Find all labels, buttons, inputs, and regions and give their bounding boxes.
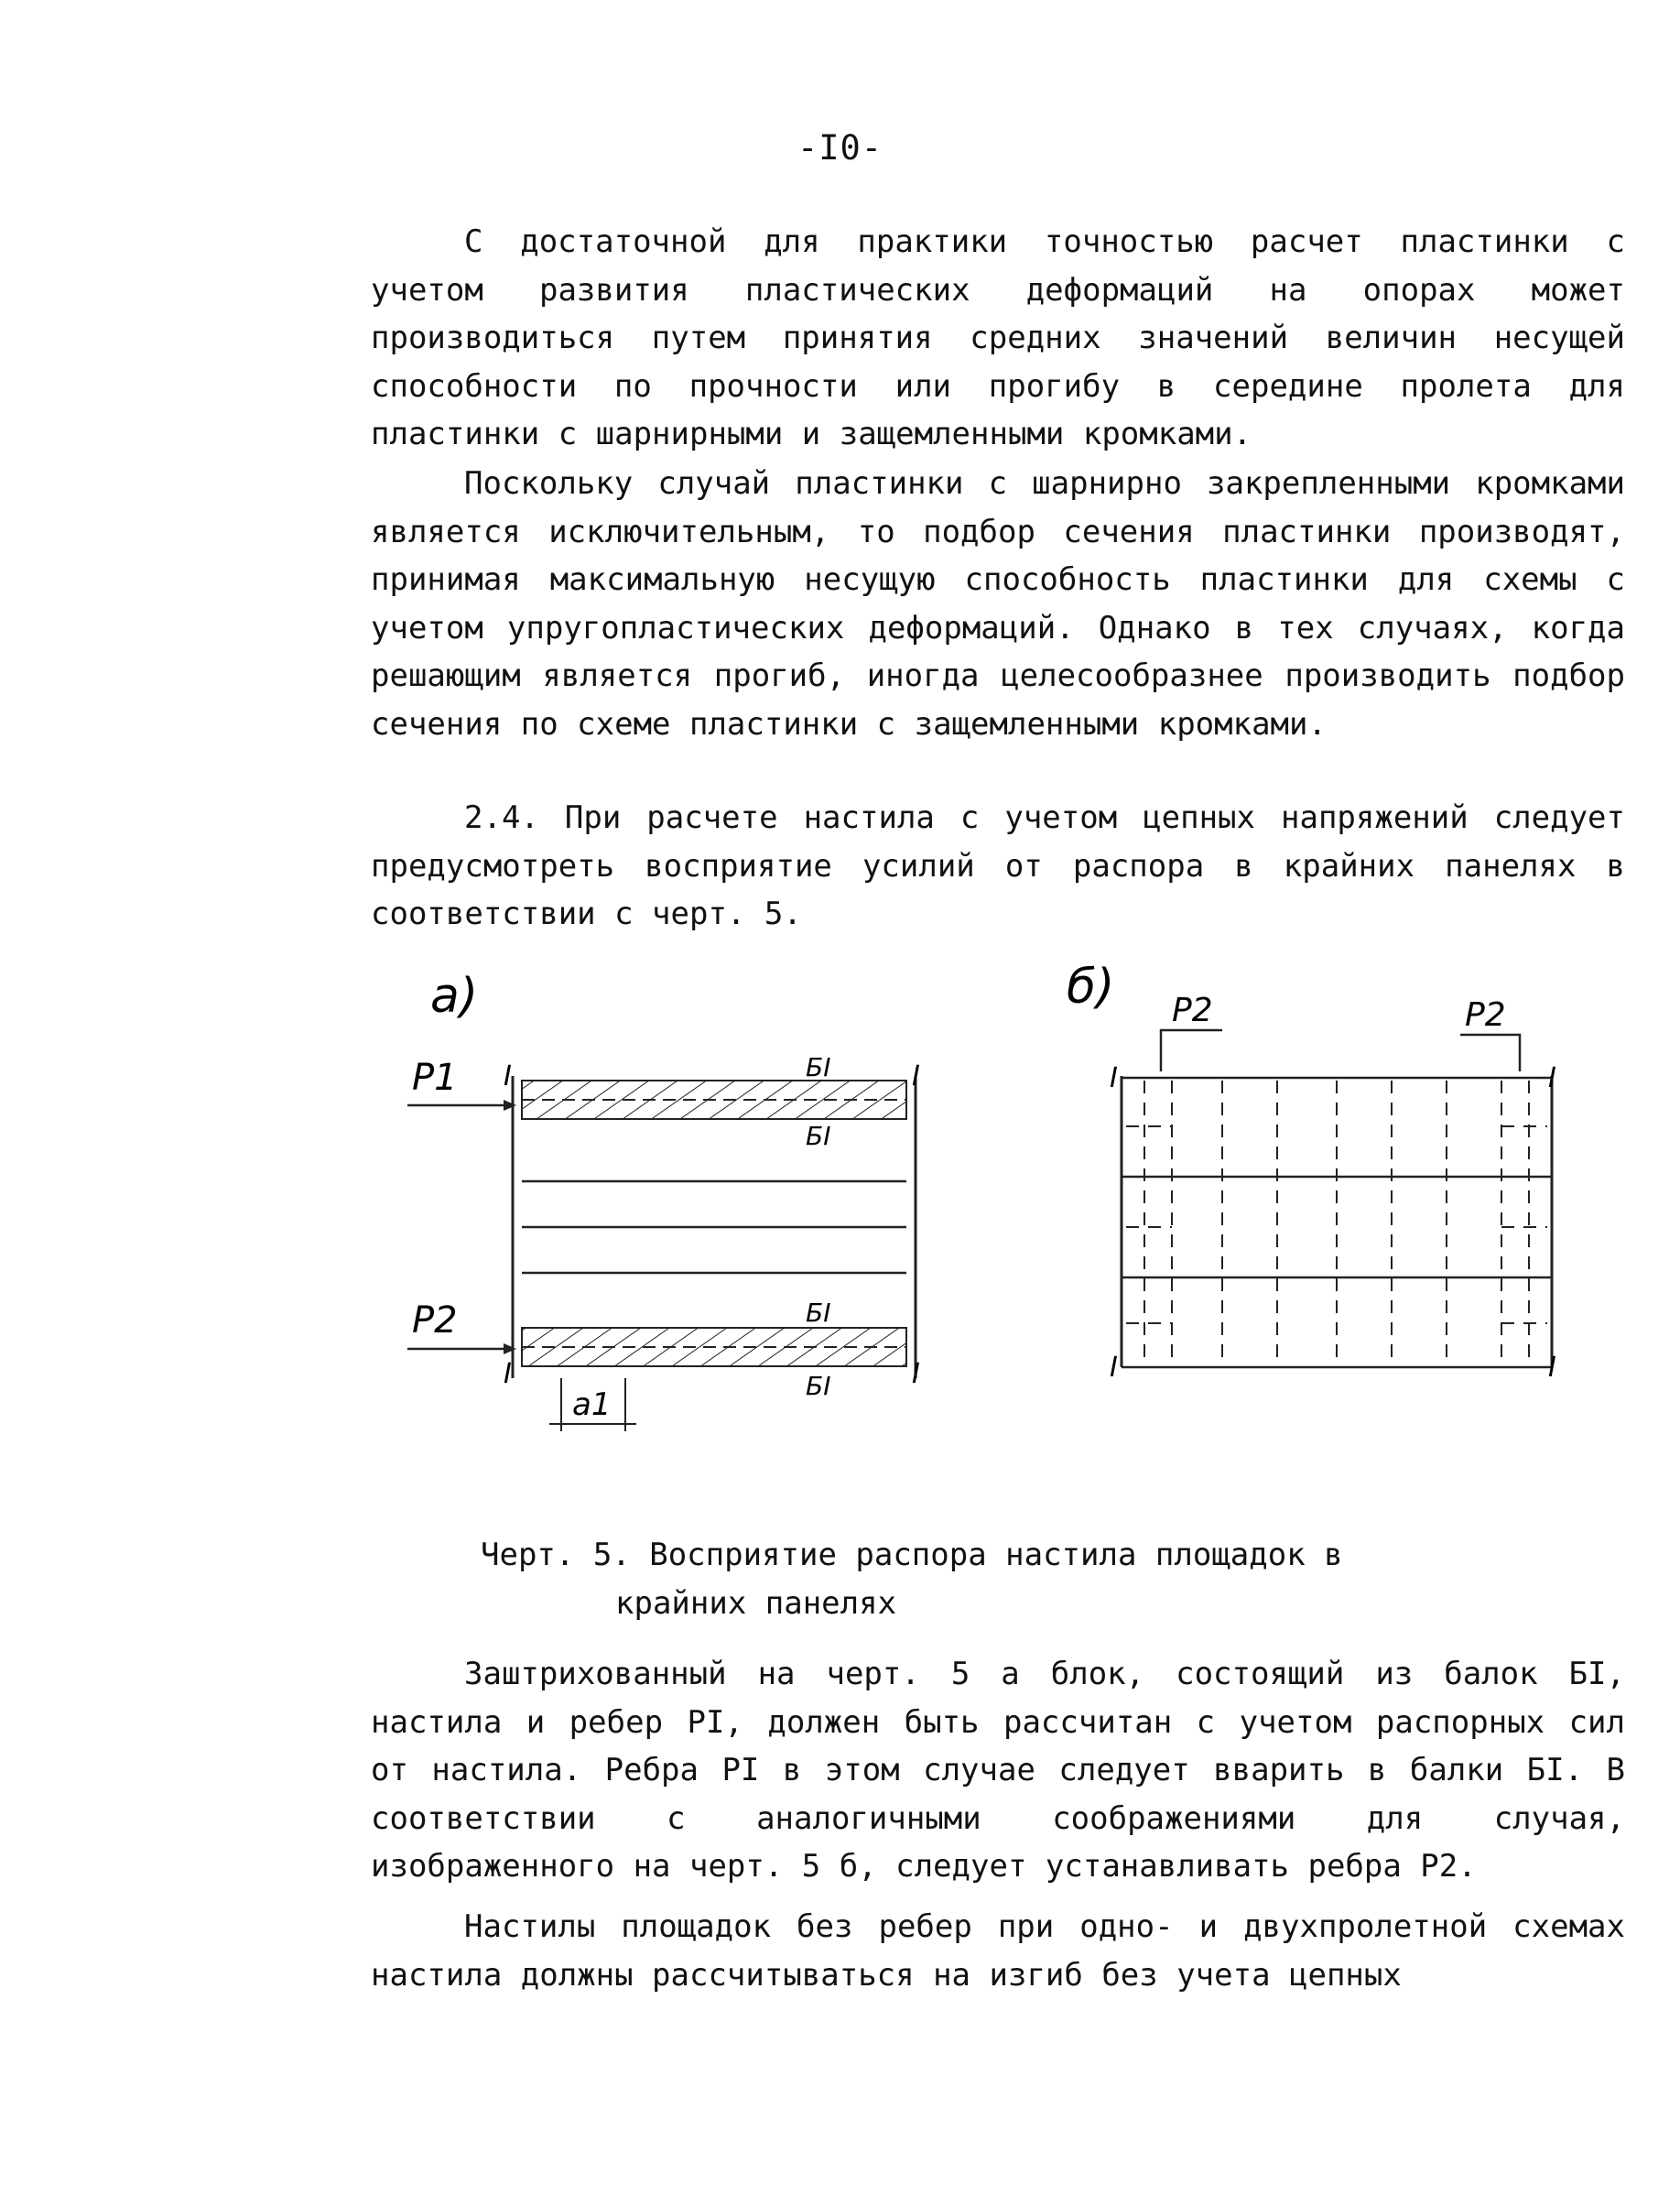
panel-label-b: б) xyxy=(1067,960,1115,1015)
paragraph-5 xyxy=(371,1903,1625,1999)
paragraph-text: Заштрихованный на черт. 5 а блок, состоящий из балок БI, настила и ребер PI, должен быть рассчитан с учетом распорных сил от настила. Ребра PI в этом случае следует вварить в балки БI. В соответствии с аналогичными соображениями для случая, изображенного на черт. 5 б, следует устанавливать ребра P2. xyxy=(371,1656,1625,1885)
force-label-p2: P2 xyxy=(412,1299,458,1342)
paragraph-3 xyxy=(371,794,1625,939)
beam-end-mark: I xyxy=(912,1358,920,1390)
beam-end-mark: I xyxy=(912,1060,920,1092)
arrow-head xyxy=(504,1343,516,1354)
beam-end-mark: I xyxy=(504,1060,512,1092)
paragraph-text: С достаточной для практики точностью расчет пластинки с учетом развития пластических деформаций на опорах может производиться путем принятия средних значений величин несущей способности по прочности или прогибу в середине пролета для пластинки с шарнирными и защемленными кромками. xyxy=(371,223,1625,452)
panel-label-a: а) xyxy=(430,969,479,1024)
force-label-p1: P1 xyxy=(412,1057,458,1099)
beam-end-mark: I xyxy=(1548,1062,1556,1094)
force-label-p2-right: P2 xyxy=(1465,996,1506,1034)
beam-label-b1-2: БI xyxy=(806,1121,831,1151)
paragraph-text: 2.4. При расчете настила с учетом цепных напряжений следует предусмотреть восприятие усилий от распора в крайних панелях в соответствии с черт. 5. xyxy=(371,799,1625,932)
beam-end-mark: I xyxy=(1110,1352,1118,1384)
figure-caption xyxy=(481,1531,1442,1627)
spacing-label-a1: a1 xyxy=(572,1386,612,1423)
paragraph-text: Поскольку случай пластинки с шарнирно закрепленными кромками является исключительным, то подбор сечения пластинки производят, принимая максимальную несущую способность пластинки для схемы с учетом упругопластических деформаций. Однако в тех случаях, когда решающим является прогиб, иногда целесообразнее производить подбор сечения по схеме пластинки с защемленными кромками. xyxy=(371,465,1625,743)
paragraph-2 xyxy=(371,460,1625,748)
force-arrow-left xyxy=(1161,1030,1222,1071)
paragraph-text: Настилы площадок без ребер при одно- и двухпролетной схемах настила должны рассчитываться на изгиб без учета цепных xyxy=(371,1908,1625,1994)
force-label-p2-left: P2 xyxy=(1172,992,1213,1029)
arrow-head xyxy=(504,1100,516,1111)
rib-grid xyxy=(1126,1081,1547,1364)
figure-a xyxy=(394,957,961,1451)
beam-end-mark: I xyxy=(504,1358,512,1390)
caption-line-2: крайних панелях xyxy=(615,1584,897,1622)
beam-label-b1-4: БI xyxy=(806,1371,831,1401)
paragraph-4 xyxy=(371,1650,1625,1891)
caption-line-1: Черт. 5. Восприятие распора настила площадок в xyxy=(481,1537,1343,1573)
beam-label-b1-1: БI xyxy=(806,1052,831,1082)
beam-end-mark: I xyxy=(1548,1352,1556,1384)
beam-label-b1-3: БI xyxy=(806,1298,831,1328)
page-number: -I0- xyxy=(797,128,883,168)
force-arrow-right xyxy=(1460,1035,1520,1071)
figure-b xyxy=(1053,957,1584,1396)
beam-end-mark: I xyxy=(1110,1062,1118,1094)
paragraph-1 xyxy=(371,218,1625,459)
